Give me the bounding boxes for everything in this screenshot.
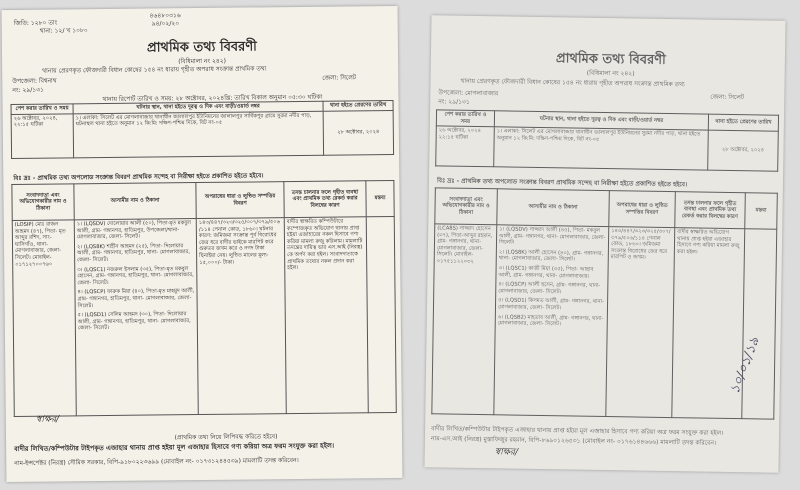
document-title: প্রাথমিক তথ্য বিবরণী	[555, 51, 666, 68]
upazila-line: উপজেলা: বিশ্বনাথ	[12, 77, 57, 85]
th-informant: সংবাদদাতা এবং অভিযোগকারীর নাম ও ঠিকানা	[435, 188, 498, 225]
footer-investigator: নাম-ইন্সপেক্টর (নিরস্ত্র) সৌমিক সরকার, বিপি-৯১৮০২২৩৬৯৯ (মোবাইল নং- ০১৭৩১২৪৪৫৩৯) মামলাটি তদন্ত করিবেন।	[14, 456, 299, 467]
td-place: ১। এলাকা: সিলেট এর মোগলাবাজার থানাধীন জালালপুর ইউনিয়নের জালালপুর সার্বিকপুর গ্রামে সুরমা নদীর পাড়, ঘটনাস্থল থানা হইতে অনুমান ১২ কি:মি: দক্ষিণ-পশ্চিম দিকে, বিট নং-০৫	[73, 111, 323, 158]
section-note: বিঃ দ্রঃ - প্রাথমিক তথ্য অপলোড সংক্রান্ত বিবরণ প্রাথমিক সন্দেহ বা নিরীক্ষা হইতে প্রকাশিত হইতে হইবে।	[436, 177, 688, 189]
left-document-photo	[2, 6, 403, 482]
th-place: ঘটনার স্থান, থানা হইতে দূরত্ব ও দিক এবং বাড়ী/ওয়ার্ড নম্বর	[73, 101, 323, 113]
accused-item: ২। (LQS8K) শাহীন আহমদ (২৫), পিতা- দিলোয়ার আলী, গ্রাম- গঙ্গানগর, হাতিমপুর, থানা- মোগলাবাজার, জেলা- সিলেট।	[76, 242, 191, 264]
right-document-photo	[424, 15, 785, 473]
footer-note: (প্রাথমিক তথ্য নিয়ে লিপিবদ্ধ করিতে হইবে)	[174, 433, 278, 442]
header-ref-1: ৪৬৪৮০৩১৬	[149, 12, 181, 20]
td-offence: ১৪৩/৪৪৭/৩২৩/৩২৫/৩০৭/৩৭৯/৫০৬/১১৪ পেনাল কোড, ১৮৬০। ঘটনার কারণ: জমিজমা সংক্রান্ত পূর্ব বিরোধের জের ধরে বাদীর ভাইকে মারপিট করে গুরুতর জখম করে ও নগদ টাকা ছিনাইয়া নেয়। লুণ্ঠিত মালের মূল্য- ১৫,০০০/- টাকা।	[196, 218, 286, 415]
signature: স্বাক্ষর/	[494, 447, 519, 458]
document-subtitle: (বিধিমালা নং ২৪২)	[586, 69, 635, 78]
footer-statement: বাদীর লিখিত/কম্পিউটার টাইপকৃত এজাহার থানায় প্রাপ্ত হইয়া মূল এজাহার হিসাবে গণ্য করিয়া অত্র ফরম সংযুক্ত করা হইল।	[14, 441, 335, 453]
td-sent-date: ২৮ অক্টোবর, ২০২৪	[708, 130, 779, 171]
th-submit-date: পেশ করার তারিখ ও সময়	[11, 104, 73, 114]
case-no-line: নং: ২৯/১৩১	[438, 98, 470, 106]
upazila-line: উপজেলা: মোগলাবাজার	[438, 89, 499, 98]
accused-item: ৫। (LQSD1) সেলিম আহমদ (৩০), পিতা- দিলোয়ার আলী, গ্রাম- গঙ্গানগর, হাতিমপুর, থানা- মোগলাবাজার, জেলা- সিলেট।	[77, 311, 191, 332]
top-info-table	[435, 109, 779, 172]
td-accused-list	[494, 225, 609, 417]
accused-item: ৫। (LQSD1) কিসমত আলী, গ্রাম- গঙ্গানগর, থানা- মোগলাবাজার, জেলা- সিলেট।	[497, 297, 605, 312]
signature: স্বাক্ষর/	[35, 414, 60, 425]
th-sent-date: থানা হইতে প্রেরণের তারিখ	[708, 114, 778, 131]
top-info-table	[11, 100, 395, 159]
th-action: তদন্ত চালনার ফলে গৃহীত ব্যবস্থা এবং প্রাথমিক তথ্য রেকর্ড করার বিলম্বের কারণ	[675, 192, 746, 229]
document-subtitle: (বিধিমালা নং ২৪২)	[178, 57, 227, 66]
report-date-line: থানায় রিপোর্ট তারিখ ও সময়: ২৮ অক্টোবর, ২০২৪খ্রি: তারিখ বিকাল অনুমান ০৫:৩০ ঘটিকা	[102, 93, 323, 104]
td-informant: (LOSIP) মোঃ রাজন আহমদ (৪৭), পিতা- মৃত আব্দুর রশিদ, সাং- ঘাসিগাঁও, থানা- মোগলাবাজার, জেলা- সিলেট। মোবাইল- ০১৭১২৭০০৭৬০	[12, 220, 76, 417]
main-case-table	[11, 180, 396, 417]
td-accused-list	[74, 219, 198, 416]
accused-item: ২। (LQS8K) আলী হোসেন (৪০), গ্রাম- গঙ্গানগর, থানা- মোগলাবাজার, জেলা- সিলেট।	[498, 249, 604, 263]
th-offence: অপরাধের ধারা ও লুণ্ঠিত সম্পত্তির বিবরণ	[609, 191, 676, 228]
main-case-table	[431, 187, 778, 419]
td-submit-date: ২৬ অক্টোবর, ২০২৪ ২২:১৫ ঘটিকা	[436, 126, 495, 167]
district-line: জেলা: সিলেট	[710, 93, 745, 102]
td-remarks	[366, 216, 396, 412]
header-ref-3: জিডি: ১২৮০ তাং	[13, 19, 58, 27]
td-action: বাদীর স্বাক্ষরিত কম্পিউটারে কম্পোজকৃত অভিযোগ থানায় প্রাপ্ত হইয়া এজাহারের নকল হিসাবে গণ্য করিয়া মামলা রুজু করিলাম। মামলাটি তদন্তের দায়িত্ব ভার এস.আই (নিরস্ত্র) কে অর্পণ করা হইল। সংবাদদাতাকে প্রাথমিক তথ্যের নকল প্রদান করা হইল।	[284, 217, 368, 414]
th-remarks: মন্তব্য	[366, 180, 394, 216]
td-sent-date: ২৮ অক্টোবর, ২০২৪	[323, 110, 393, 155]
th-accused: আসামীর নাম ও ঠিকানা	[74, 183, 196, 220]
intro-line: থানায় প্রেরণকৃত ফৌজদারী বিধান কোষের ১৫৪ নং ধারায় গৃহীত অপরাধ সংক্রান্ত প্রাথমিক তথ্য	[460, 77, 685, 89]
th-accused: আসামীর নাম ও ঠিকানা	[497, 189, 610, 227]
case-no-line: নং: ২৯/১৩১	[12, 86, 45, 94]
header-ref-4: থানা: ১২/ খ ১০৮০	[39, 27, 88, 35]
th-place: ঘটনার স্থান, থানা হইতে দূরত্ব ও দিক এবং বাড়ী/ওয়ার্ড নম্বর	[494, 111, 708, 131]
th-remarks: মন্তব্য	[745, 193, 778, 229]
accused-item: ৩। (LQSC1) নজরুল ইসলাম (৩৫), পিতা-মৃত মকবুল হোসেন, গ্রাম- গঙ্গানগর, হাতিমপুর, থানা- মোগলাবাজার, জেলা- সিলেট।	[77, 265, 194, 287]
footer-statement: বাদীর লিখিত/কম্পিউটার টাইপকৃত এজাহার থানায় প্রাপ্ত হইয়া মূল এজাহার হিসাবে গণ্য করিয়া অত্র ফরম সংযুক্ত করা হইল।	[431, 425, 724, 437]
accused-item: ৬। (LQSB2) মাহতাব আলী, গ্রাম- গঙ্গানগর, থানা- মোগলাবাজার, জেলা- সিলেট।	[497, 313, 604, 328]
accused-item: ১। (LQSDV) দোলোয়ার আলী (৫০), পিতা-মৃত মকবুল আলী, গ্রাম- গঙ্গানগর, হাতিমপুর, উপজেলা/থানা- মোগলাবাজার, জেলা- সিলেট।	[76, 220, 192, 241]
td-place: ১। এলাকা: সিলেট এর মোগলাবাজার থানাধীন জালালপুর ইউনিয়নের সুরমা নদীর পাড়, থানা হইতে অনুমান ১২ কি:মি: দক্ষিণ-পশ্চিম দিকে, বিট নং-০৫	[494, 127, 709, 170]
district-line: জেলা: সিলেট	[322, 74, 357, 82]
header-ref-2: ৯৪/০২/২০	[151, 20, 180, 28]
footer-investigator: নাম-এস.আই (নিরস্ত্র) মুস্তাফিজুর রহমান, বিপি-৮৬৯০১২৬৫৩১ (মোবাইল নং- ০১৭৬১৪৪৬৬৬) মামলাটি তদন্ত করিবেন।	[430, 435, 717, 447]
section-note: বিঃ দ্রঃ - প্রাথমিক তথ্য অপলোড সংক্রান্ত বিবরণ প্রাথমিক সন্দেহ বা নিরীক্ষা হইতে প্রকাশিত হইতে হইবে।	[13, 172, 264, 182]
th-sent-date: থানা হইতে প্রেরণের তারিখ	[323, 100, 393, 110]
th-offence: অপরাধের ধারা ও লুণ্ঠিত সম্পত্তির বিবরণ	[196, 182, 284, 219]
accused-item: ৪। (LQSCP) ফারুক মিয়া (৪০), পিতা-মৃত মাহমুদ আলী, গ্রাম- গঙ্গানগর, হাতিমপুর, থানা- মোগলাবাজার, জেলা- সিলেট।	[77, 288, 195, 309]
intro-line: থানায় প্রেরণকৃত ফৌজদারী বিধান কোষের ১৫৪ নং ধারায় গৃহীত অপরাধ সংক্রান্ত প্রাথমিক তথ্য	[42, 65, 267, 75]
th-submit-date: পেশ করার তারিখ ও সময়	[436, 110, 494, 127]
td-submit-date: ২৬ অক্টোবর, ২০২৪, ২২:১৫ ঘটিকা	[11, 113, 73, 158]
th-informant: সংবাদদাতা এবং অভিযোগকারীর নাম ও ঠিকানা	[12, 184, 74, 221]
accused-item: ৩। (LQSC1) কাজী মিয়া (৩৫), পিতা- আছাব আলী, গ্রাম- গঙ্গানগর, থানা- মোগলাবাজার।	[498, 265, 594, 280]
td-informant: (LCA8S) সাজ্জাদ হোসেন (৩৭), পিতা-আব্দুর রহমান, গ্রাম- গঙ্গানগর, থানা- মোগলাবাজার, জেলা- সিলেট। মোবাইল- ০১৭৫১১২২০৩২	[432, 224, 497, 415]
handwritten-note: ১০/০১/১৯	[727, 335, 763, 396]
th-action: তদন্ত চালনার ফলে গৃহীত ব্যবস্থা এবং প্রাথমিক তথ্য রেকর্ড করার বিলম্বের কারণ	[284, 181, 366, 218]
td-offence: ১৪৩/৪৪৭/৩২৩/৩২৫/৩০৭/৩৭৯/৫০৬/১১৪ পেনাল কোড, ১৮৬০। জমিজমা সংক্রান্ত বিরোধের জের ধরে মারপিট ও জখম।	[606, 227, 675, 418]
td-action: বাদীর স্বাক্ষরিত অভিযোগ থানায় প্রাপ্ত হইয়া এজাহার হিসাবে গণ্য করিয়া মামলা রুজু করা হইল।	[672, 228, 745, 419]
document-title: প্রাথমিক তথ্য বিবরণী	[146, 39, 257, 56]
accused-item: ১। (LQSDV) সাজ্জাদ আলী (৪৫), পিতা- মকবুল আলী, গ্রাম- গঙ্গানগর, থানা- মোগলাবাজার, জেলা- সিলেট।	[498, 226, 606, 246]
accused-item: ৪। (LQSCP) আলী হুসেন, গ্রাম- গঙ্গানগর, থানা- মোগলাবাজার, জেলা- সিলেট।	[498, 281, 601, 296]
